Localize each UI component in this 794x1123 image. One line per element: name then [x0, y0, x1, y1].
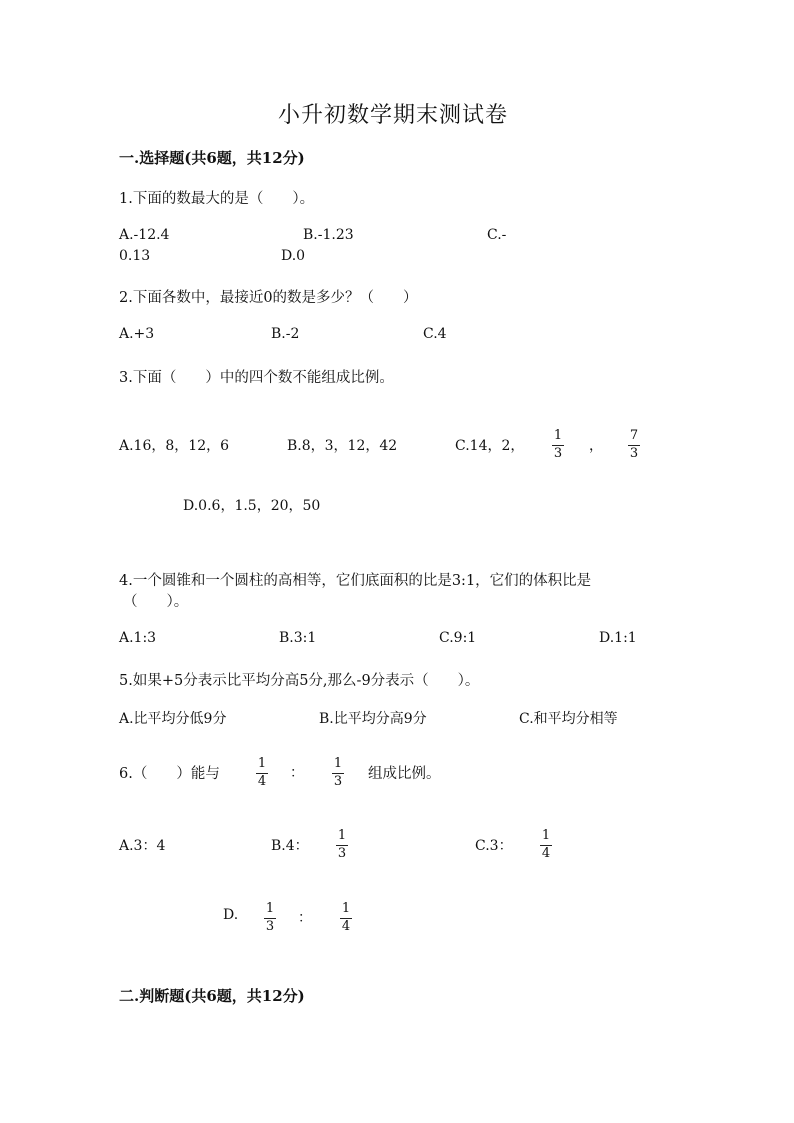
- question-3-option-b: B.8，3，12，42: [287, 438, 398, 454]
- question-4-option-c: C.9:1: [439, 630, 477, 646]
- fraction-denominator: 3: [265, 919, 275, 934]
- question-4-option-b: B.3:1: [279, 630, 317, 646]
- question-6-option-c-fraction: [539, 829, 553, 861]
- question-4-option-d: D.1:1: [599, 630, 637, 646]
- question-6-option-c: C.3：: [475, 838, 513, 854]
- question-1-option-c-cont: 0.13: [119, 248, 151, 264]
- question-6-option-d-fraction-1: [263, 902, 277, 934]
- question-3-option-c-separator: ，: [589, 438, 603, 454]
- section-heading-choice: 一.选择题(共6题，共12分): [119, 149, 305, 167]
- question-6-option-b-fraction: [335, 829, 349, 861]
- question-6-fraction-1: [255, 757, 269, 789]
- fraction-numerator: 1: [337, 828, 347, 843]
- fraction-denominator: 3: [553, 446, 563, 461]
- question-1-option-c: C.-: [487, 227, 507, 243]
- question-3-option-c: C.14，2，: [455, 438, 525, 454]
- question-3-option-c-fraction-2: [627, 429, 641, 461]
- fraction-numerator: 1: [257, 756, 267, 771]
- question-6-option-d: D.: [223, 907, 239, 923]
- question-4-stem: 4.一个圆锥和一个圆柱的高相等，它们底面积的比是3:1，它们的体积比是: [119, 573, 592, 589]
- question-6-ratio-colon: ：: [290, 765, 304, 781]
- question-4-option-a: A.1:3: [119, 630, 157, 646]
- question-3-option-d: D.0.6，1.5，20，50: [183, 498, 321, 514]
- question-6-fraction-2: [331, 757, 345, 789]
- question-2-stem: 2.下面各数中，最接近0的数是多少？（ ）: [119, 290, 418, 306]
- question-6-option-a: A.3：4: [119, 838, 166, 854]
- question-1-option-b: B.-1.23: [303, 227, 354, 243]
- question-6-option-d-colon: ：: [298, 910, 312, 926]
- fraction-numerator: 1: [541, 828, 551, 843]
- question-5-option-a: A.比平均分低9分: [119, 711, 227, 727]
- fraction-numerator: 1: [333, 756, 343, 771]
- question-1-option-a: A.-12.4: [119, 227, 170, 243]
- question-3-option-c-fraction-1: [551, 429, 565, 461]
- question-6-option-b: B.4：: [271, 838, 309, 854]
- question-2-option-a: A.+3: [119, 326, 155, 342]
- question-6-option-d-fraction-2: [339, 902, 353, 934]
- page-title: 小升初数学期末测试卷: [278, 103, 509, 128]
- fraction-numerator: 1: [553, 428, 563, 443]
- question-2-option-c: C.4: [423, 326, 447, 342]
- question-2-option-b: B.-2: [271, 326, 300, 342]
- section-heading-judgement: 二.判断题(共6题，共12分): [119, 987, 305, 1005]
- fraction-numerator: 1: [341, 901, 351, 916]
- fraction-numerator: 1: [265, 901, 275, 916]
- fraction-denominator: 3: [629, 446, 639, 461]
- question-3-option-a: A.16，8，12，6: [119, 438, 230, 454]
- question-1-stem: 1.下面的数最大的是（ ）。: [119, 191, 315, 207]
- question-5-option-b: B.比平均分高9分: [319, 711, 427, 727]
- question-3-stem: 3.下面（ ）中的四个数不能组成比例。: [119, 370, 394, 386]
- fraction-denominator: 4: [257, 774, 267, 789]
- question-6-stem: 6.（ ）能与: [119, 766, 220, 782]
- question-1-option-d: D.0: [281, 248, 306, 264]
- question-4-stem-cont: （ ）。: [123, 594, 189, 610]
- fraction-denominator: 4: [341, 919, 351, 934]
- fraction-denominator: 3: [333, 774, 343, 789]
- fraction-denominator: 3: [337, 846, 347, 861]
- fraction-numerator: 7: [629, 428, 639, 443]
- fraction-denominator: 4: [541, 846, 551, 861]
- question-5-stem: 5.如果+5分表示比平均分高5分,那么-9分表示（ ）。: [119, 673, 480, 689]
- question-5-option-c: C.和平均分相等: [519, 711, 618, 727]
- question-6-stem-end: 组成比例。: [368, 766, 441, 782]
